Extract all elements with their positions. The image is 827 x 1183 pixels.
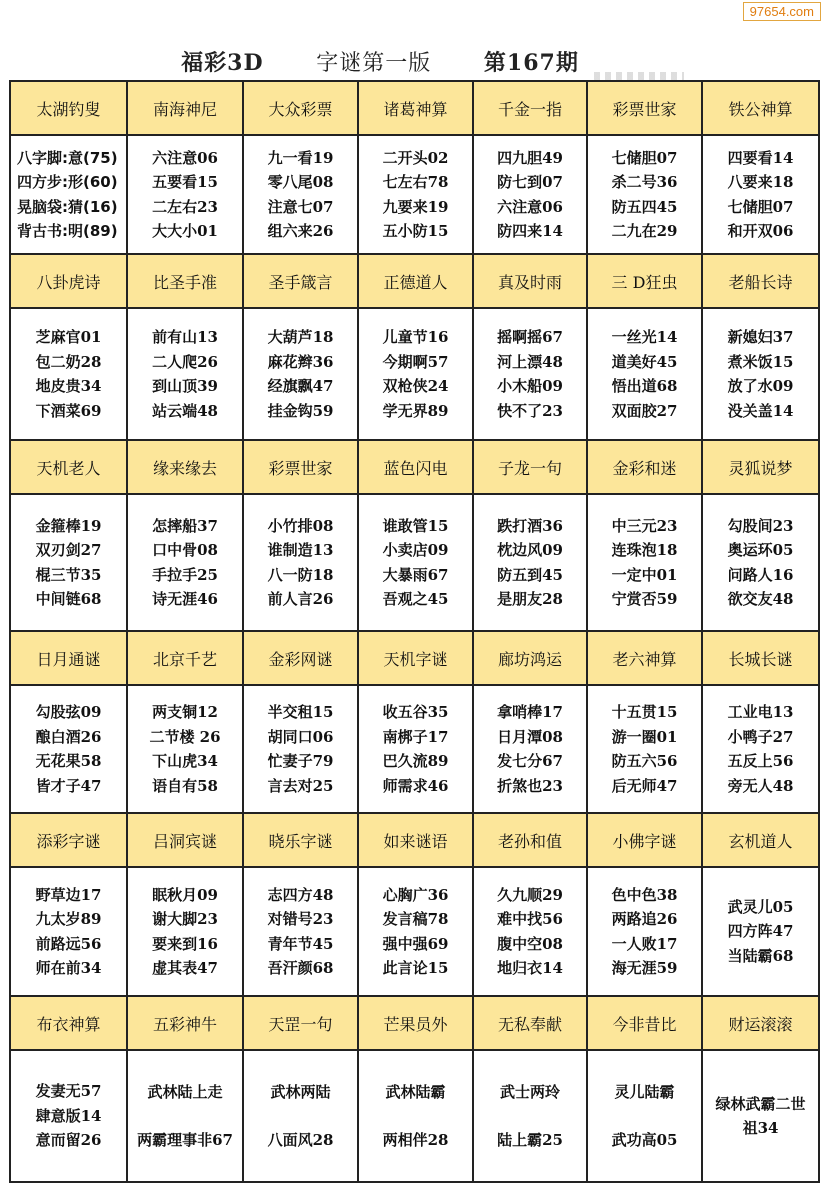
riddle-line: 八要来18 (727, 173, 794, 191)
riddle-line: 七储胆07 (727, 197, 794, 216)
riddle-line: 肆意版14 (35, 1106, 102, 1125)
column-author: 老船长诗 (702, 254, 819, 308)
riddle-line: 发七分67 (497, 752, 563, 770)
riddle-line: 九太岁89 (35, 910, 102, 928)
riddle-line: 四要看14 (727, 148, 794, 167)
riddle-line: 七储胆07 (611, 148, 678, 167)
riddle-line: 强中强69 (382, 934, 449, 953)
column-author: 财运滚滚 (702, 996, 819, 1050)
riddle-line: 谢大脚23 (152, 910, 218, 928)
riddle-line: 日月潭08 (497, 727, 563, 746)
riddle-line: 挂金钩59 (267, 401, 334, 420)
riddle-cell (127, 494, 243, 631)
riddle-cell (10, 685, 127, 813)
riddle-line: 吾汗颜68 (267, 959, 334, 977)
riddle-line: 师需求46 (382, 776, 449, 795)
riddle-line: 防七到07 (497, 173, 563, 191)
riddle-line: 零八尾08 (267, 173, 334, 191)
riddle-cell (127, 308, 243, 440)
column-author: 八卦虎诗 (10, 254, 127, 308)
riddle-cell (473, 867, 587, 996)
column-author: 正德道人 (358, 254, 473, 308)
riddle-line: 此言论15 (382, 959, 449, 977)
riddle-cell (702, 1050, 819, 1182)
riddle-line: 六注意06 (152, 148, 218, 167)
riddle-cell (10, 308, 127, 440)
riddle-line: 腹中空08 (497, 934, 563, 953)
riddle-line: 怎摔船37 (152, 516, 218, 535)
header-row (10, 81, 819, 135)
column-author: 小佛字谜 (587, 813, 702, 867)
riddle-line: 武灵儿05 (727, 897, 794, 916)
column-author: 玄机道人 (702, 813, 819, 867)
column-author: 老六神算 (587, 631, 702, 685)
title-edition: 字谜第一版 (316, 51, 432, 76)
riddle-cell (473, 494, 587, 631)
riddle-line: 防五到45 (497, 565, 563, 584)
riddle-line: 两相伴28 (382, 1131, 449, 1149)
cell-spacer (359, 1104, 472, 1128)
riddle-line: 青年节45 (267, 934, 334, 953)
riddle-line: 双面胶27 (611, 401, 678, 420)
riddle-cell (587, 308, 702, 440)
riddle-line: 难中找56 (497, 910, 563, 928)
riddle-cell (358, 135, 473, 254)
column-author: 廊坊鸿运 (473, 631, 587, 685)
header-row (10, 813, 819, 867)
riddle-line: 眠秋月09 (152, 885, 218, 904)
riddle-line: 野草边17 (35, 885, 102, 904)
column-author: 五彩神牛 (127, 996, 243, 1050)
riddle-cell (127, 685, 243, 813)
cell-spacer (474, 1104, 586, 1128)
riddle-line: 站云端48 (152, 401, 218, 420)
riddle-line: 和开双06 (727, 222, 794, 240)
header-row (10, 254, 819, 308)
riddle-line: 半交租15 (267, 703, 334, 721)
column-author: 诸葛神算 (358, 81, 473, 135)
riddle-cell (358, 308, 473, 440)
riddle-line: 双枪侠24 (382, 377, 449, 395)
column-author: 老孙和值 (473, 813, 587, 867)
riddle-line: 收五谷35 (382, 703, 449, 721)
riddle-cell (243, 494, 358, 631)
riddle-line: 发妻无57 (35, 1082, 102, 1101)
riddle-line: 道美好45 (611, 352, 678, 371)
riddle-line: 折煞也23 (497, 776, 563, 795)
riddle-line: 防四来14 (497, 222, 563, 240)
riddle-line: 七左右78 (382, 173, 449, 191)
column-author: 子龙一句 (473, 440, 587, 494)
riddle-line: 陆上霸25 (497, 1131, 563, 1149)
column-author: 蓝色闪电 (358, 440, 473, 494)
riddle-line: 工业电13 (727, 703, 794, 721)
column-author: 彩票世家 (243, 440, 358, 494)
riddle-row (10, 135, 819, 254)
riddle-row (10, 494, 819, 631)
riddle-line: 旁无人48 (727, 776, 794, 795)
riddle-line: 皆才子47 (35, 776, 102, 795)
riddle-line: 宁赏否59 (611, 590, 678, 608)
riddle-line: 河上漂48 (497, 352, 563, 371)
riddle-table (9, 80, 820, 1183)
riddle-line: 没关盖14 (727, 401, 794, 420)
riddle-line: 包二奶28 (35, 352, 102, 371)
riddle-line: 小木船09 (497, 377, 563, 395)
riddle-cell (473, 1050, 587, 1182)
riddle-cell (358, 494, 473, 631)
column-author: 芒果员外 (358, 996, 473, 1050)
riddle-line: 两霸理事非67 (137, 1131, 233, 1149)
riddle-line: 连珠泡18 (611, 541, 678, 559)
riddle-line: 要来到16 (152, 934, 218, 953)
title-lottery: 福彩3D (181, 50, 264, 76)
column-author: 如来谜语 (358, 813, 473, 867)
riddle-line: 学无界89 (382, 401, 449, 420)
riddle-line: 五要看15 (152, 173, 218, 191)
riddle-line: 前人言26 (267, 590, 334, 608)
column-author: 布衣神算 (10, 996, 127, 1050)
column-author: 南海神尼 (127, 81, 243, 135)
riddle-line: 二左右23 (152, 197, 218, 216)
riddle-cell (587, 494, 702, 631)
riddle-row (10, 1050, 819, 1182)
riddle-line: 虚其表47 (152, 959, 218, 977)
column-author: 金彩网谜 (243, 631, 358, 685)
riddle-line: 南梆子17 (382, 727, 449, 746)
riddle-line: 武林两陆 (270, 1082, 331, 1101)
riddle-line: 八面风28 (267, 1131, 334, 1149)
riddle-line: 四方步:形(60) (17, 173, 118, 191)
column-author: 大众彩票 (243, 81, 358, 135)
riddle-line: 志四方48 (267, 885, 334, 904)
riddle-cell (127, 1050, 243, 1182)
riddle-line: 拿哨棒17 (497, 703, 563, 721)
riddle-line: 九要来19 (382, 197, 449, 216)
riddle-line: 谁制造13 (267, 541, 334, 559)
riddle-cell (473, 135, 587, 254)
riddle-cell (587, 1050, 702, 1182)
riddle-cell (587, 685, 702, 813)
riddle-line: 防五四45 (611, 197, 678, 216)
cell-spacer (128, 1104, 242, 1128)
riddle-line: 诗无涯46 (152, 590, 218, 608)
column-author: 比圣手准 (127, 254, 243, 308)
column-author: 添彩字谜 (10, 813, 127, 867)
column-author: 天机老人 (10, 440, 127, 494)
column-author: 彩票世家 (587, 81, 702, 135)
riddle-line: 前有山13 (152, 328, 218, 346)
riddle-line: 二节楼 26 (149, 727, 221, 746)
riddle-line: 麻花辫36 (267, 352, 334, 371)
riddle-cell (243, 685, 358, 813)
riddle-line: 下山虎34 (152, 752, 218, 770)
column-author: 天罡一句 (243, 996, 358, 1050)
riddle-line: 一丝光14 (611, 328, 678, 346)
riddle-line: 防五六56 (611, 752, 678, 770)
column-author: 太湖钓叟 (10, 81, 127, 135)
riddle-line: 心胸广36 (382, 885, 449, 904)
riddle-line: 师在前34 (35, 959, 102, 977)
riddle-cell (10, 1050, 127, 1182)
riddle-line: 下酒菜69 (35, 401, 102, 420)
riddle-line: 四九胆49 (497, 148, 563, 167)
riddle-line: 八字脚:意(75) (17, 148, 118, 167)
column-author: 吕洞宾谜 (127, 813, 243, 867)
riddle-line: 快不了23 (497, 401, 563, 420)
riddle-line: 双刃剑27 (35, 541, 102, 559)
riddle-cell (702, 685, 819, 813)
riddle-line: 勾股弦09 (35, 703, 102, 721)
riddle-line: 五小防15 (382, 222, 449, 240)
riddle-cell (243, 308, 358, 440)
column-author: 缘来缘去 (127, 440, 243, 494)
riddle-line: 口中骨08 (152, 541, 218, 559)
header-row (10, 440, 819, 494)
column-author: 金彩和迷 (587, 440, 702, 494)
riddle-cell (358, 867, 473, 996)
riddle-line: 跌打酒36 (497, 516, 563, 535)
riddle-line: 酿白酒26 (35, 727, 102, 746)
cell-spacer (244, 1104, 357, 1128)
riddle-line: 摇啊摇67 (497, 328, 563, 346)
riddle-cell (473, 685, 587, 813)
riddle-line: 二九在29 (611, 222, 678, 240)
riddle-line: 儿童节16 (382, 328, 449, 346)
riddle-cell (127, 135, 243, 254)
riddle-line: 金箍棒19 (35, 516, 102, 535)
riddle-line: 手拉手25 (152, 565, 218, 584)
column-author: 千金一指 (473, 81, 587, 135)
riddle-line: 大暴雨67 (382, 565, 449, 584)
riddle-line: 语自有58 (152, 776, 218, 795)
column-author: 铁公神算 (702, 81, 819, 135)
riddle-cell (243, 867, 358, 996)
watermark-logo: 97654.com (743, 2, 821, 21)
riddle-line: 谁敢管15 (382, 516, 449, 535)
riddle-cell (702, 308, 819, 440)
riddle-line: 经旗飘47 (267, 377, 334, 395)
riddle-line: 灵儿陆霸 (614, 1082, 675, 1101)
riddle-line: 晃脑袋:猜(16) (17, 197, 118, 216)
column-author: 北京千艺 (127, 631, 243, 685)
riddle-line: 地归衣14 (497, 959, 563, 977)
riddle-line: 奥运环05 (727, 541, 794, 559)
riddle-line: 大大小01 (152, 222, 218, 240)
column-author: 三 D狂虫 (587, 254, 702, 308)
riddle-row (10, 308, 819, 440)
riddle-line: 巴久流89 (382, 752, 449, 770)
riddle-line: 背古书:明(89) (17, 222, 118, 240)
riddle-line: 后无师47 (611, 776, 678, 795)
riddle-line: 九一看19 (267, 148, 334, 167)
riddle-line: 二开头02 (382, 148, 449, 167)
riddle-line: 小竹排08 (267, 516, 334, 535)
riddle-line: 武林陆霸 (385, 1082, 446, 1101)
riddle-cell (358, 685, 473, 813)
riddle-line: 枕边风09 (497, 541, 563, 559)
riddle-cell (702, 494, 819, 631)
riddle-line: 吾观之45 (382, 590, 449, 608)
riddle-line: 杀二号36 (611, 173, 678, 191)
riddle-cell (10, 135, 127, 254)
riddle-line: 棍三节35 (35, 565, 102, 584)
riddle-line: 无花果58 (35, 752, 102, 770)
riddle-line: 对错号23 (267, 910, 334, 928)
riddle-line: 当陆霸68 (727, 946, 794, 965)
riddle-line: 组六来26 (267, 222, 334, 240)
riddle-cell (587, 867, 702, 996)
riddle-line: 色中色38 (611, 885, 678, 904)
riddle-line: 煮米饭15 (727, 352, 794, 371)
riddle-line: 绿林武霸二世祖34 (715, 1094, 806, 1137)
title-issue: 第167期 (483, 50, 579, 76)
riddle-line: 中间链68 (35, 590, 102, 608)
cell-spacer (588, 1104, 701, 1128)
riddle-line: 悟出道68 (611, 377, 678, 395)
riddle-line: 问路人16 (727, 565, 794, 584)
riddle-cell (127, 867, 243, 996)
riddle-line: 小卖店09 (382, 541, 449, 559)
riddle-line: 意而留26 (35, 1131, 102, 1150)
riddle-line: 两路追26 (611, 910, 678, 928)
riddle-line: 武林陆上走 (147, 1082, 223, 1101)
column-author: 长城长谜 (702, 631, 819, 685)
column-author: 今非昔比 (587, 996, 702, 1050)
riddle-line: 到山顶39 (152, 377, 218, 395)
riddle-cell (702, 135, 819, 254)
riddle-line: 五反上56 (727, 752, 794, 770)
riddle-line: 十五贯15 (611, 703, 678, 721)
riddle-line: 四方阵47 (727, 922, 794, 941)
riddle-line: 一定中01 (611, 565, 678, 584)
riddle-cell (10, 494, 127, 631)
riddle-line: 注意七07 (267, 197, 334, 216)
riddle-line: 地皮贵34 (35, 377, 102, 395)
column-author: 晓乐字谜 (243, 813, 358, 867)
riddle-cell (358, 1050, 473, 1182)
riddle-line: 放了水09 (727, 377, 794, 395)
riddle-line: 八一防18 (267, 565, 334, 584)
column-author: 无私奉献 (473, 996, 587, 1050)
riddle-line: 言去对25 (267, 776, 334, 795)
riddle-line: 今期啊57 (382, 352, 449, 371)
riddle-cell (10, 867, 127, 996)
riddle-line: 欲交友48 (727, 590, 794, 608)
riddle-line: 六注意06 (497, 197, 563, 216)
riddle-line: 海无涯59 (611, 959, 678, 977)
riddle-cell (243, 1050, 358, 1182)
riddle-line: 新媳妇37 (727, 328, 794, 346)
column-author: 圣手箴言 (243, 254, 358, 308)
header-row (10, 631, 819, 685)
riddle-line: 游一圈01 (611, 727, 678, 746)
riddle-line: 胡同口06 (267, 727, 334, 746)
riddle-line: 芝麻官01 (35, 328, 102, 346)
riddle-line: 忙妻子79 (267, 752, 334, 770)
riddle-line: 大葫芦18 (267, 328, 334, 346)
riddle-line: 一人败17 (611, 934, 678, 953)
riddle-cell (587, 135, 702, 254)
riddle-line: 二人爬26 (152, 352, 218, 371)
riddle-line: 小鸭子27 (727, 727, 794, 746)
riddle-cell (243, 135, 358, 254)
riddle-line: 勾股间23 (727, 516, 794, 535)
column-author: 天机字谜 (358, 631, 473, 685)
riddle-line: 是朋友28 (497, 590, 563, 608)
riddle-row (10, 685, 819, 813)
riddle-line: 两支铜12 (152, 703, 218, 721)
column-author: 日月通谜 (10, 631, 127, 685)
header-row (10, 996, 819, 1050)
riddle-line: 武功高05 (611, 1131, 678, 1149)
riddle-line: 久九顺29 (497, 885, 563, 904)
riddle-cell (702, 867, 819, 996)
riddle-line: 中三元23 (611, 516, 678, 535)
riddle-line: 发言稿78 (382, 910, 449, 928)
column-author: 灵狐说梦 (702, 440, 819, 494)
riddle-line: 前路远56 (35, 934, 102, 953)
riddle-row (10, 867, 819, 996)
riddle-line: 武士两玲 (499, 1082, 560, 1101)
riddle-cell (473, 308, 587, 440)
column-author: 真及时雨 (473, 254, 587, 308)
